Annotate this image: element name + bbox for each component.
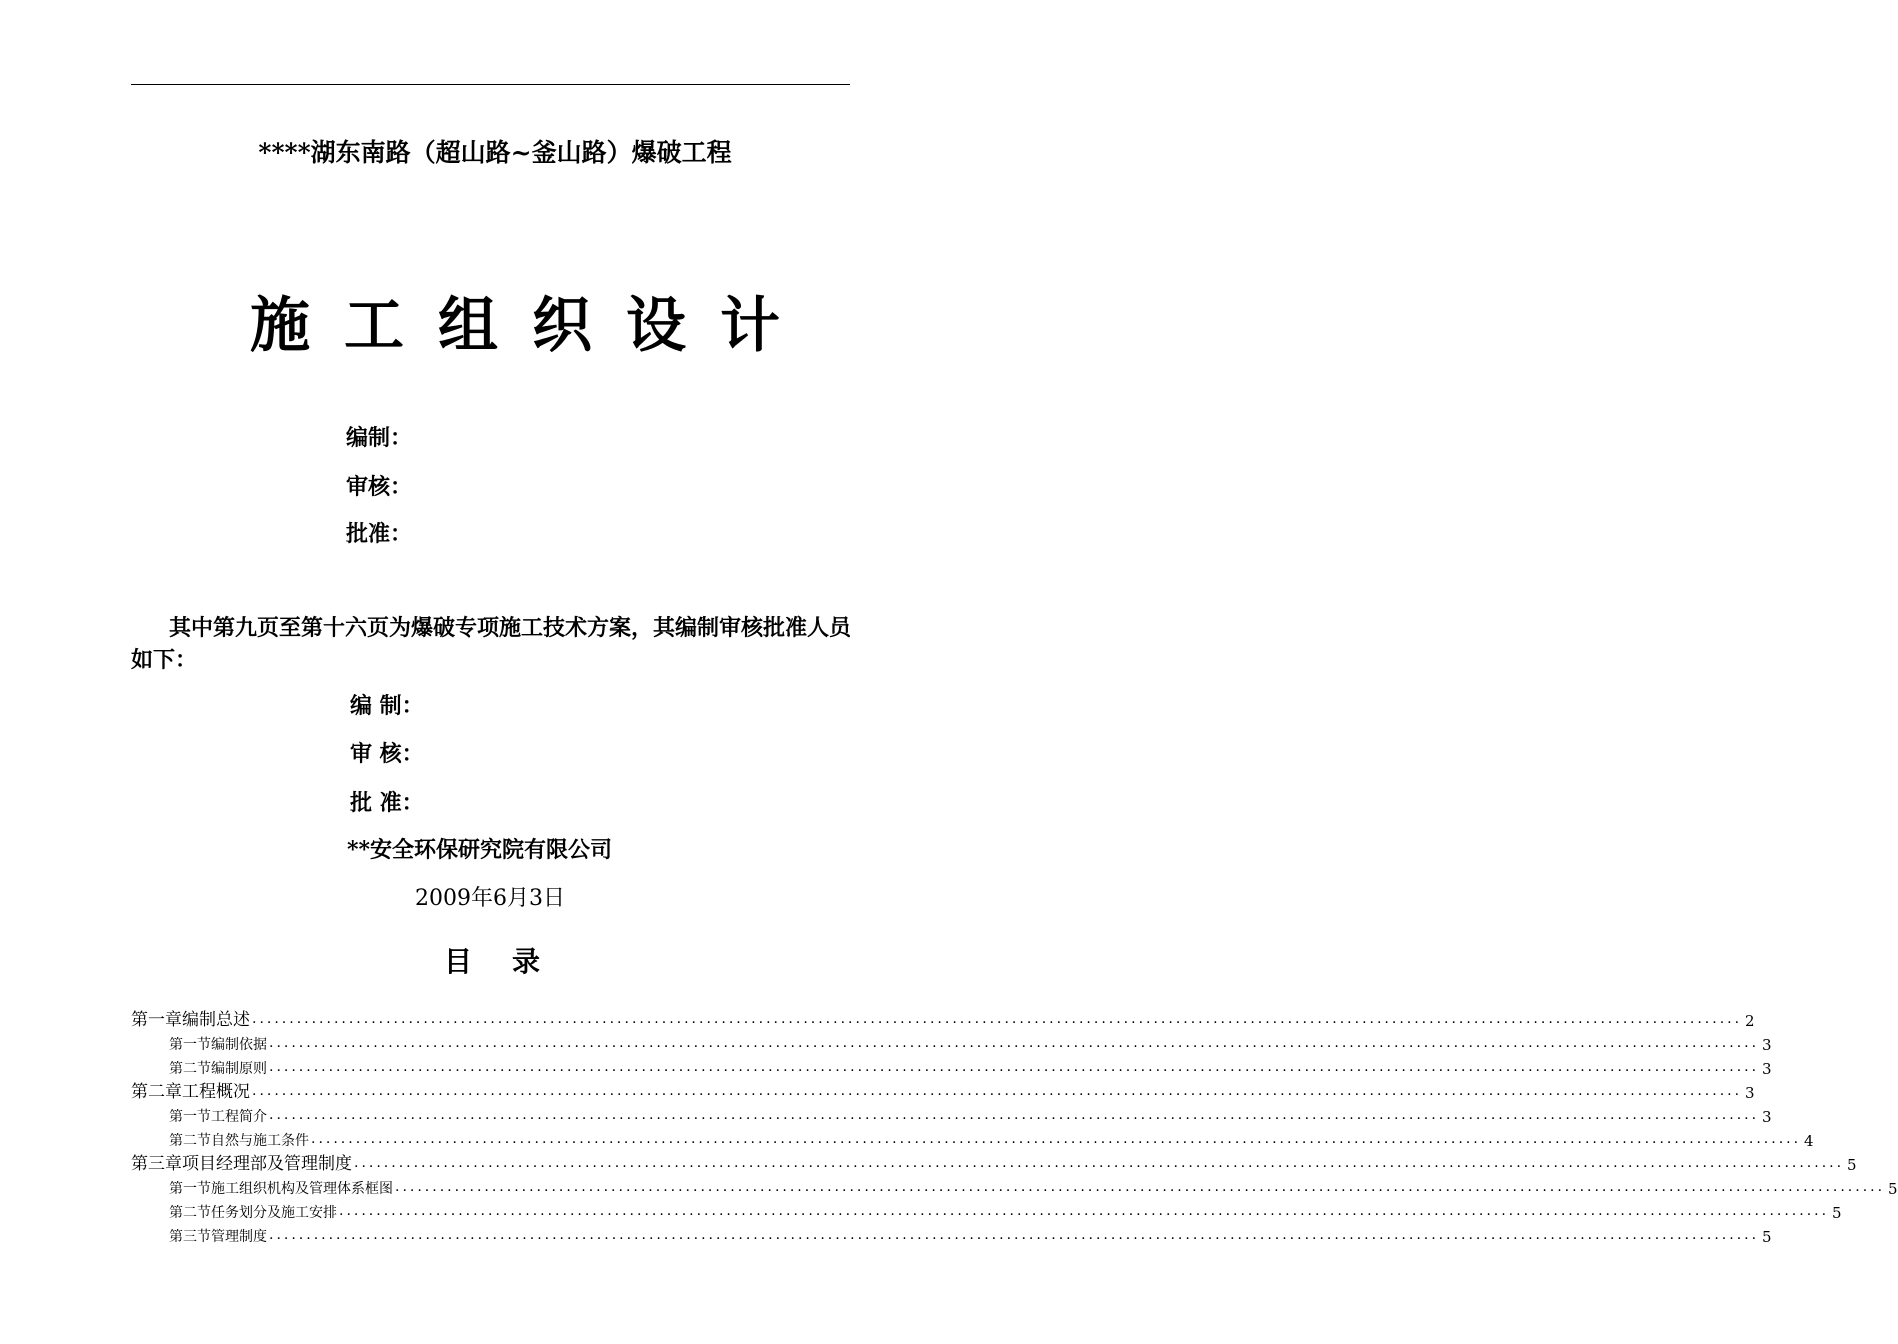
toc-section-entry[interactable] bbox=[131, 1198, 1842, 1222]
toc-dot-leader: ........................................................................................................................................................................................................ bbox=[311, 1131, 1802, 1147]
toc-entry-title: 编制依据 bbox=[211, 1037, 267, 1053]
approved-by-label: 批准： bbox=[346, 521, 413, 547]
toc-entry-title: 工程简介 bbox=[211, 1109, 267, 1125]
toc-entry-number: 第一节 bbox=[169, 1037, 211, 1053]
reviewed-by-label: 审核： bbox=[346, 474, 413, 500]
document-title: 施工组织设计 bbox=[250, 291, 814, 361]
toc-entry-number: 第三章 bbox=[131, 1154, 182, 1174]
toc-section-entry[interactable] bbox=[131, 1102, 1772, 1126]
table-of-contents bbox=[131, 1006, 1898, 1246]
toc-section-entry[interactable] bbox=[131, 1054, 1772, 1078]
toc-entry-page: 2 bbox=[1745, 1012, 1755, 1030]
toc-entry-page: 5 bbox=[1762, 1228, 1772, 1246]
toc-title: 目录 bbox=[444, 945, 581, 978]
project-title: ****湖东南路（超山路~釜山路）爆破工程 bbox=[258, 138, 732, 167]
header-rule bbox=[131, 84, 850, 85]
toc-dot-leader: ........................................................................................................................................................................................................ bbox=[339, 1203, 1830, 1219]
toc-entry-title: 项目经理部及管理制度 bbox=[182, 1154, 352, 1174]
toc-entry-number: 第一节 bbox=[169, 1109, 211, 1125]
special-reviewed-by-label: 审 核： bbox=[350, 741, 424, 767]
toc-entry-number: 第一节 bbox=[169, 1181, 211, 1197]
special-compiled-by-label: 编 制： bbox=[350, 693, 424, 719]
toc-entry-page: 3 bbox=[1762, 1108, 1772, 1126]
document-date: 2009年6月3日 bbox=[415, 886, 565, 911]
toc-entry-page: 3 bbox=[1745, 1084, 1755, 1102]
toc-entry-number: 第一章 bbox=[131, 1010, 182, 1030]
toc-entry-title: 施工组织机构及管理体系框图 bbox=[211, 1181, 393, 1197]
toc-entry-number: 第二节 bbox=[169, 1061, 211, 1077]
toc-chapter-entry[interactable] bbox=[131, 1150, 1857, 1174]
toc-dot-leader: ........................................................................................................................................................................................................ bbox=[269, 1227, 1760, 1243]
toc-entry-page: 4 bbox=[1804, 1132, 1814, 1150]
toc-entry-title: 自然与施工条件 bbox=[211, 1133, 309, 1149]
toc-entry-page: 5 bbox=[1847, 1156, 1857, 1174]
toc-dot-leader: ........................................................................................................................................................................................................ bbox=[354, 1155, 1845, 1171]
toc-entry-number: 第二节 bbox=[169, 1133, 211, 1149]
special-plan-note: 其中第九页至第十六页为爆破专项施工技术方案，其编制审核批准人员如下： bbox=[131, 615, 852, 673]
toc-dot-leader: ........................................................................................................................................................................................................ bbox=[252, 1011, 1743, 1027]
toc-entry-number: 第三节 bbox=[169, 1229, 211, 1245]
toc-section-entry[interactable] bbox=[131, 1126, 1814, 1150]
company-name: **安全环保研究院有限公司 bbox=[347, 837, 613, 863]
toc-entry-page: 3 bbox=[1762, 1060, 1772, 1078]
toc-entry-page: 5 bbox=[1888, 1180, 1898, 1198]
toc-chapter-entry[interactable] bbox=[131, 1006, 1755, 1030]
toc-dot-leader: ........................................................................................................................................................................................................ bbox=[395, 1179, 1886, 1195]
toc-chapter-entry[interactable] bbox=[131, 1078, 1755, 1102]
toc-dot-leader: ........................................................................................................................................................................................................ bbox=[269, 1035, 1760, 1051]
toc-entry-number: 第二章 bbox=[131, 1082, 182, 1102]
toc-dot-leader: ........................................................................................................................................................................................................ bbox=[269, 1107, 1760, 1123]
toc-entry-title: 管理制度 bbox=[211, 1229, 267, 1245]
toc-entry-title: 工程概况 bbox=[182, 1082, 250, 1102]
toc-entry-title: 任务划分及施工安排 bbox=[211, 1205, 337, 1221]
toc-dot-leader: ........................................................................................................................................................................................................ bbox=[269, 1059, 1760, 1075]
toc-entry-page: 3 bbox=[1762, 1036, 1772, 1054]
toc-entry-number: 第二节 bbox=[169, 1205, 211, 1221]
toc-entry-title: 编制原则 bbox=[211, 1061, 267, 1077]
special-approved-by-label: 批 准： bbox=[350, 790, 424, 816]
toc-section-entry[interactable] bbox=[131, 1174, 1898, 1198]
toc-section-entry[interactable] bbox=[131, 1030, 1772, 1054]
toc-entry-title: 编制总述 bbox=[182, 1010, 250, 1030]
toc-section-entry[interactable] bbox=[131, 1222, 1772, 1246]
toc-entry-page: 5 bbox=[1832, 1204, 1842, 1222]
toc-dot-leader: ........................................................................................................................................................................................................ bbox=[252, 1083, 1743, 1099]
compiled-by-label: 编制： bbox=[346, 425, 413, 451]
